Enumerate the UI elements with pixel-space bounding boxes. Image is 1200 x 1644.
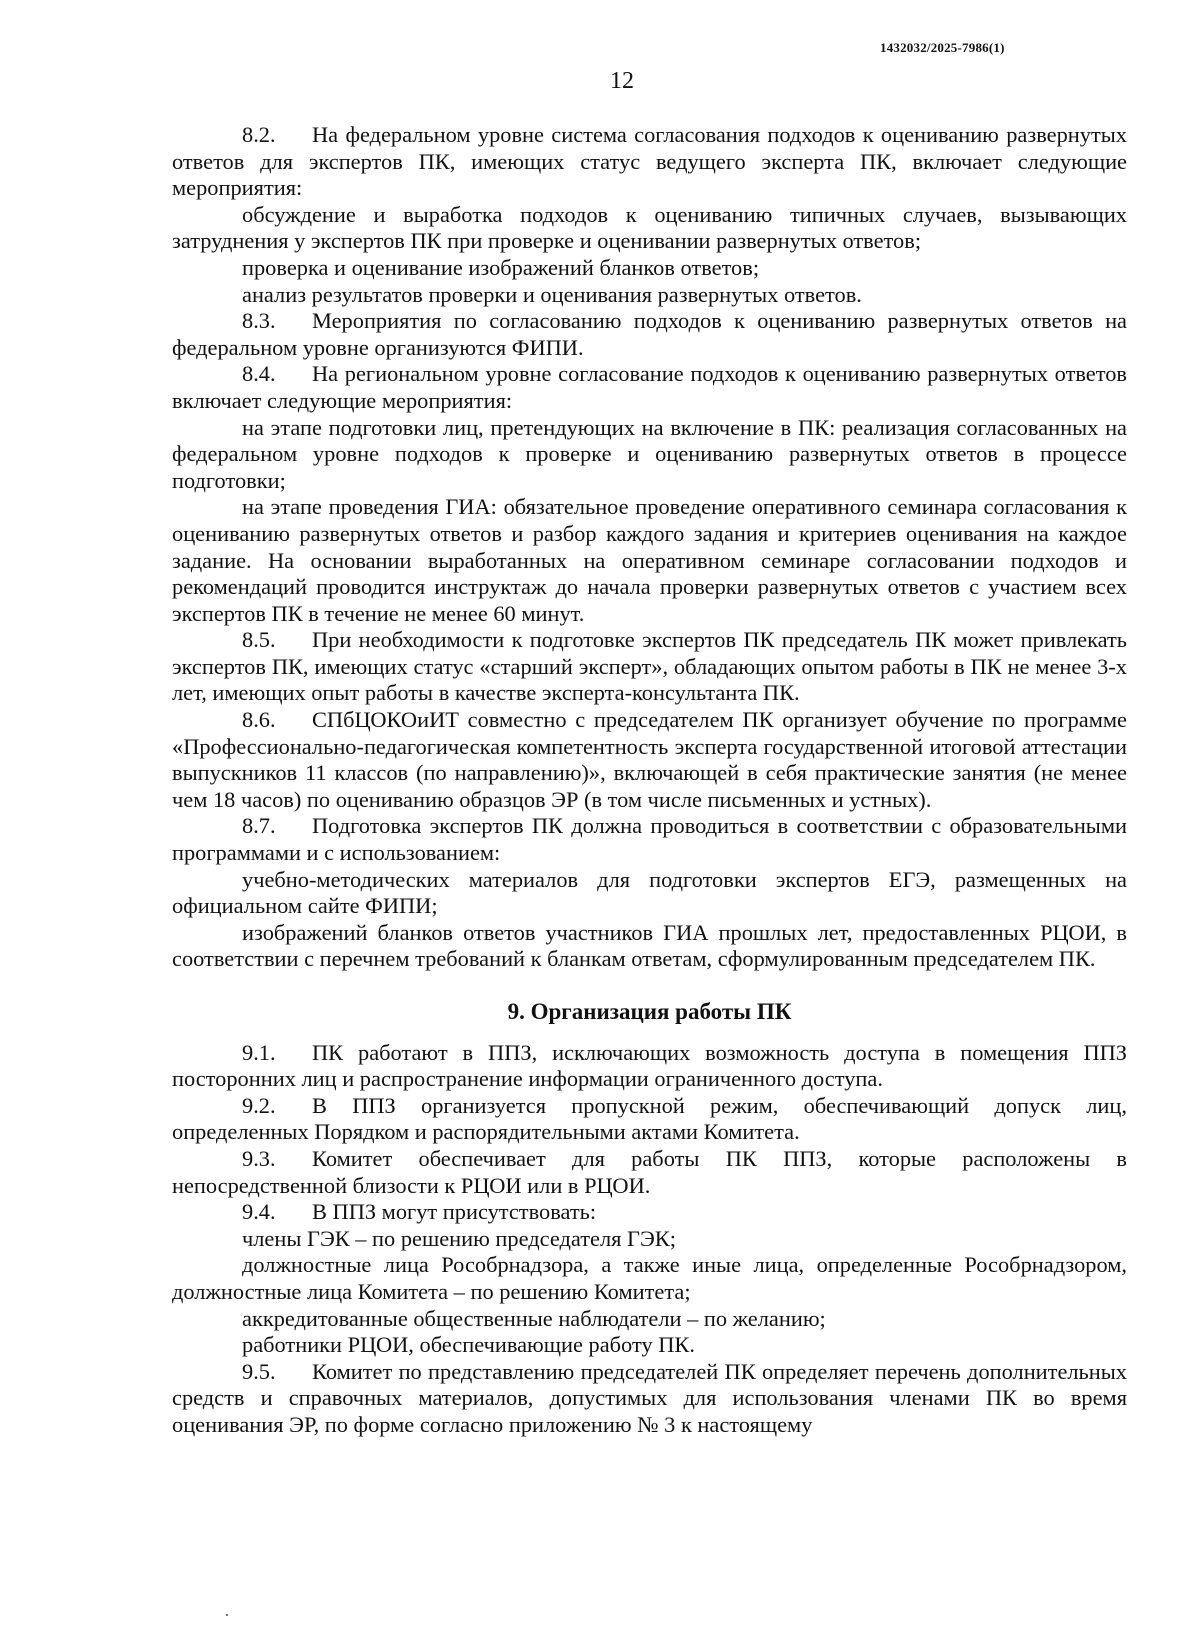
clause-number: 9.2. xyxy=(242,1092,276,1118)
clause-number: 9.3. xyxy=(242,1145,276,1171)
clause-number: 8.2. xyxy=(242,122,276,147)
list-item: на этапе проведения ГИА: обязательное проведение оперативного семинара согласования к оцениванию развернутых ответов и разбор каждого задания и критериев оценивания на каждое задание. На основании выработанных на оперативном семинаре согласовании подходов и рекомендаций проводится инструктаж до начала проверки развернутых ответов с участием всех экспертов ПК в течение не менее 60 минут. xyxy=(172,494,1127,626)
paragraph-8-3 xyxy=(172,308,1127,361)
clause-text: СПбЦОКОиИТ совместно с председателем ПК организует обучение по программе «Профессионально-педагогическая компетентность эксперта государственной итоговой аттестации выпускников 11 классов (по направлению)», включающей в себя практические занятия (не менее чем 18 часов) по оцениванию образцов ЭР (в том числе письменных и устных). xyxy=(172,707,1127,812)
section-heading: 9. Организация работы ПК xyxy=(507,999,792,1024)
paragraph-9-1 xyxy=(172,1040,1127,1093)
paragraph-9-2 xyxy=(172,1093,1127,1146)
list-item: аккредитованные общественные наблюдатели – по желанию; xyxy=(242,1305,826,1331)
clause-text: На федеральном уровне система согласования подходов к оцениванию развернутых ответов для экспертов ПК, имеющих статус ведущего эксперта ПК, включает следующие мероприятия: xyxy=(172,122,1127,201)
clause-text: В ППЗ организуется пропускной режим, обеспечивающий допуск лиц, определенных Порядком и распорядительными актами Комитета. xyxy=(172,1092,1127,1145)
document-registration-number: 1432032/2025-7986(1) xyxy=(880,40,1005,55)
list-item: на этапе подготовки лиц, претендующих на включение в ПК: реализация согласованных на федеральном уровне подходов к проверке и оцениванию развернутых ответов в процессе подготовки; xyxy=(172,414,1127,493)
clause-number: 8.5. xyxy=(242,627,276,653)
clause-number: 8.4. xyxy=(242,361,276,387)
paragraph-8-2 xyxy=(172,122,1127,202)
clause-text: Комитет обеспечивает для работы ПК ППЗ, которые расположены в непосредственной близости к РЦОИ или в РЦОИ. xyxy=(172,1145,1127,1198)
clause-text: ПК работают в ППЗ, исключающих возможность доступа в помещения ППЗ посторонних лиц и распространение информации ограниченного доступа. xyxy=(172,1039,1127,1092)
list-item: проверка и оценивание изображений бланков ответов; xyxy=(242,254,760,280)
document-body xyxy=(172,122,1127,1439)
clause-number: 9.4. xyxy=(242,1199,276,1225)
clause-number: 8.3. xyxy=(242,308,276,334)
clause-text: При необходимости к подготовке экспертов ПК председатель ПК может привлекать экспертов ПК, имеющих статус «старший эксперт», обладающих опытом работы в ПК не менее 3-х лет, имеющих опыт работы в качестве эксперта-консультанта ПК. xyxy=(172,627,1127,706)
paragraph-8-6 xyxy=(172,707,1127,813)
paragraph-8-7 xyxy=(172,813,1127,866)
clause-number: 9.5. xyxy=(242,1358,276,1384)
paragraph-9-4 xyxy=(172,1199,1127,1226)
list-item: работники РЦОИ, обеспечивающие работу ПК. xyxy=(242,1332,695,1358)
clause-text: Мероприятия по согласованию подходов к оцениванию развернутых ответов на федеральном уровне организуются ФИПИ. xyxy=(172,308,1127,360)
clause-text: В ППЗ могут присутствовать: xyxy=(312,1199,597,1225)
scan-speck xyxy=(226,1614,228,1616)
clause-text: Комитет по представлению председателей ПК определяет перечень дополнительных средств и справочных материалов, допустимых для использования членами ПК во время оценивания ЭР, по форме согласно приложению № 3 к настоящему xyxy=(172,1358,1127,1437)
list-item: обсуждение и выработка подходов к оцениванию типичных случаев, вызывающих затруднения у экспертов ПК при проверке и оценивании развернутых ответов; xyxy=(172,201,1127,254)
list-item: члены ГЭК – по решению председателя ГЭК; xyxy=(242,1225,676,1251)
list-item: анализ результатов проверки и оценивания развернутых ответов. xyxy=(242,281,862,307)
clause-text: Подготовка экспертов ПК должна проводиться в соответствии с образовательными программами и с использованием: xyxy=(172,813,1127,866)
page-number: 12 xyxy=(610,68,634,94)
clause-number: 9.1. xyxy=(242,1039,276,1065)
paragraph-9-5 xyxy=(172,1359,1127,1439)
paragraph-8-5 xyxy=(172,627,1127,707)
list-item: учебно-методических материалов для подготовки экспертов ЕГЭ, размещенных на официальном сайте ФИПИ; xyxy=(172,866,1127,919)
paragraph-9-3 xyxy=(172,1146,1127,1199)
clause-number: 8.6. xyxy=(242,707,276,733)
paragraph-8-4 xyxy=(172,361,1127,414)
list-item: изображений бланков ответов участников ГИА прошлых лет, предоставленных РЦОИ, в соответствии с перечнем требований к бланкам ответам, сформулированным председателем ПК. xyxy=(172,919,1127,972)
clause-text: На региональном уровне согласование подходов к оцениванию развернутых ответов включает следующие мероприятия: xyxy=(172,361,1127,413)
clause-number: 8.7. xyxy=(242,813,276,839)
list-item: должностные лица Рособрнадзора, а также иные лица, определенные Рособрнадзором, должностные лица Комитета – по решению Комитета; xyxy=(172,1252,1127,1304)
